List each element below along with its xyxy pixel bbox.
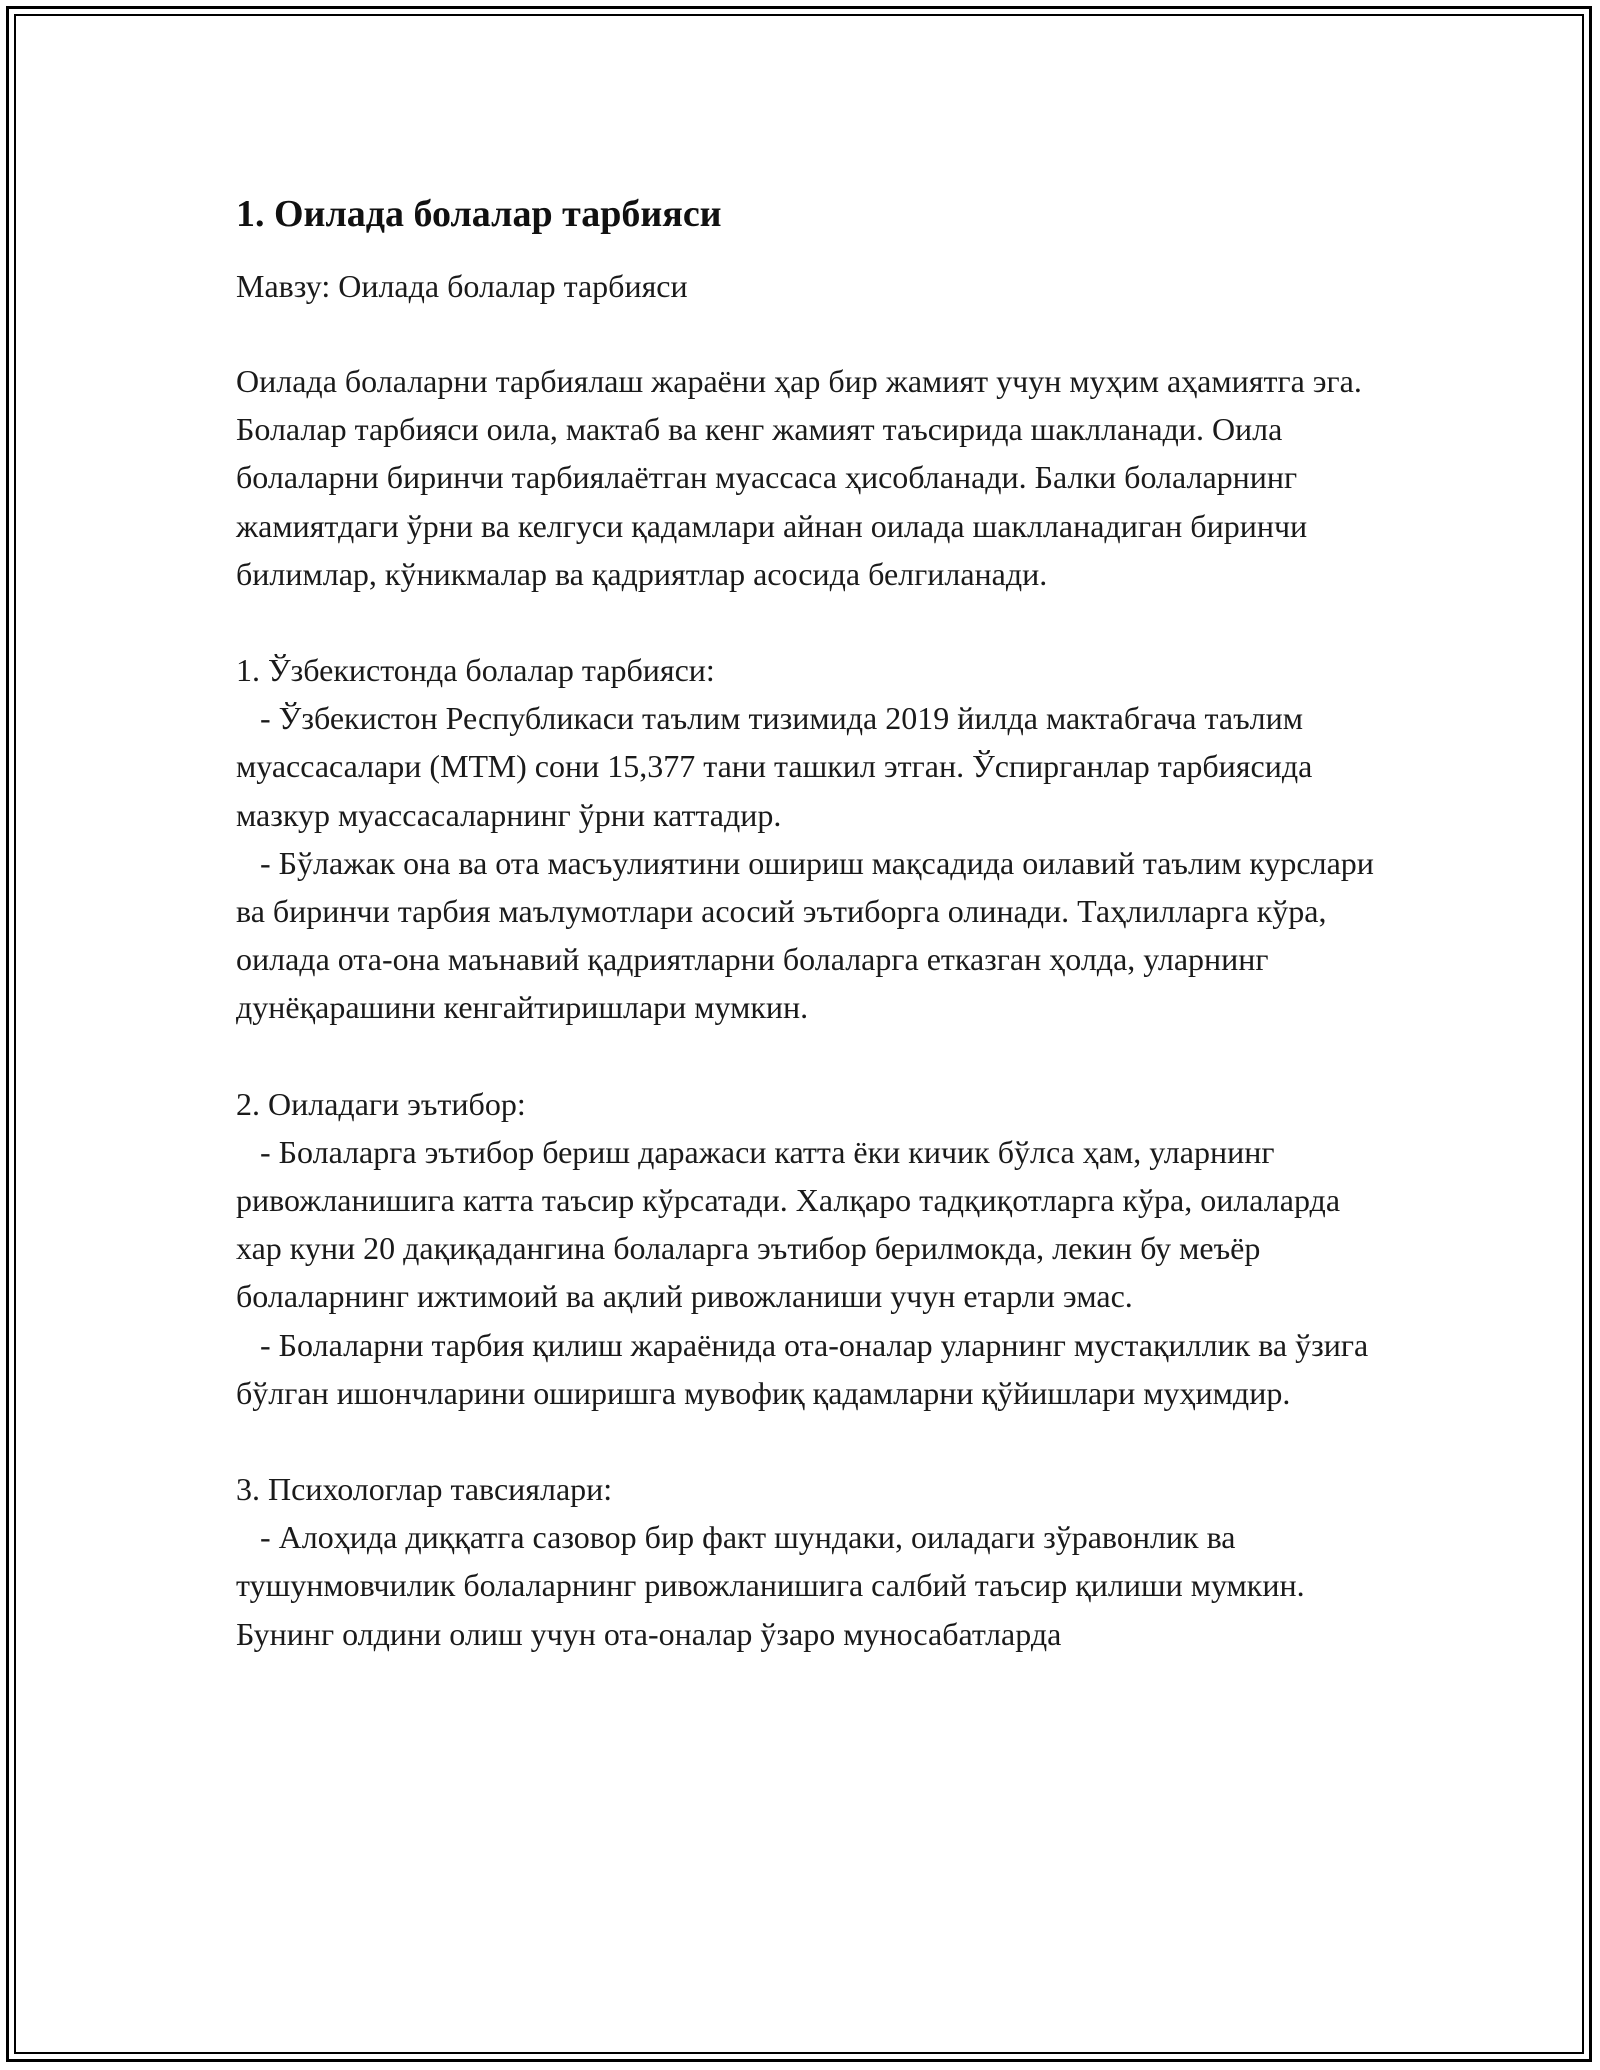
bullet-item: - Ўзбекистон Республикаси таълим тизимида 2019 йилда мактабгача таълим муассасалари (МТМ) сони 15,377 тани ташкил этган. Ўспирганлар тарбиясида мазкур муассасаларнинг ўрни каттадир. [236,700,1321,833]
section-heading: 3. Психологлар тавсиялари: [236,1471,613,1508]
bullet-item: - Болаларни тарбия қилиш жараёнида ота-оналар уларнинг мустақиллик ва ўзига бўлган ишончларини оширишга мувофиқ қадамларни қўйишлари муҳимдир. [236,1326,1377,1411]
section-uzbekistan [236,646,1386,1032]
section-heading: 1. Ўзбекистонда болалар тарбияси: [236,652,715,689]
section-family-attention [236,1080,1386,1417]
section-heading: 2. Оиладаги эътибор: [236,1085,526,1122]
section-psychologists [236,1465,1386,1658]
bullet-item: - Бўлажак она ва ота масъулиятини ошириш мақсадида оилавий таълим курслари ва биринчи тарбия маълумотлари асосий эътиборга олинади. Таҳлилларга кўра, оилада ота-она маънавий қадриятларни болаларга етказган ҳолда, уларнинг дунёқарашини кенгайтиришлари мумкин. [236,844,1382,1026]
document-topic: Мавзу: Оилада болалар тарбияси [236,268,688,304]
bullet-item: - Болаларга эътибор бериш даражаси катта ёки кичик бўлса ҳам, уларнинг ривожланишига катта таъсир кўрсатади. Халқаро тадқиқотларга кўра, оилаларда хар куни 20 дақиқадангина болаларга эътибор берилмокда, лекин бу меъёр болаларнинг ижтимоий ва ақлий ривожланиши учун етарли эмас. [236,1133,1349,1315]
intro-paragraph: Оилада болаларни тарбиялаш жараёни ҳар бир жамият учун муҳим аҳамиятга эга. Болалар тарбияси оила, мактаб ва кенг жамият таъсирида шаклланади. Оила болаларни биринчи тарбиялаётган муассаса ҳисобланади. Балки болаларнинг жамиятдаги ўрни ва келгуси қадамлари айнан оилада шаклланадиган биринчи билимлар, кўникмалар ва қадриятлар асосида белгиланади. [236,363,1362,592]
document-title: 1. Оилада болалар тарбияси [236,193,722,235]
document-body [236,186,1386,1658]
bullet-item: - Алоҳида диққатга сазовор бир факт шундаки, оиладаги зўравонлик ва тушунмовчилик болаларнинг ривожланишига салбий таъсир қилиши мумкин. Бунинг олдини олиш учун ота-оналар ўзаро муносабатларда [236,1519,1313,1652]
